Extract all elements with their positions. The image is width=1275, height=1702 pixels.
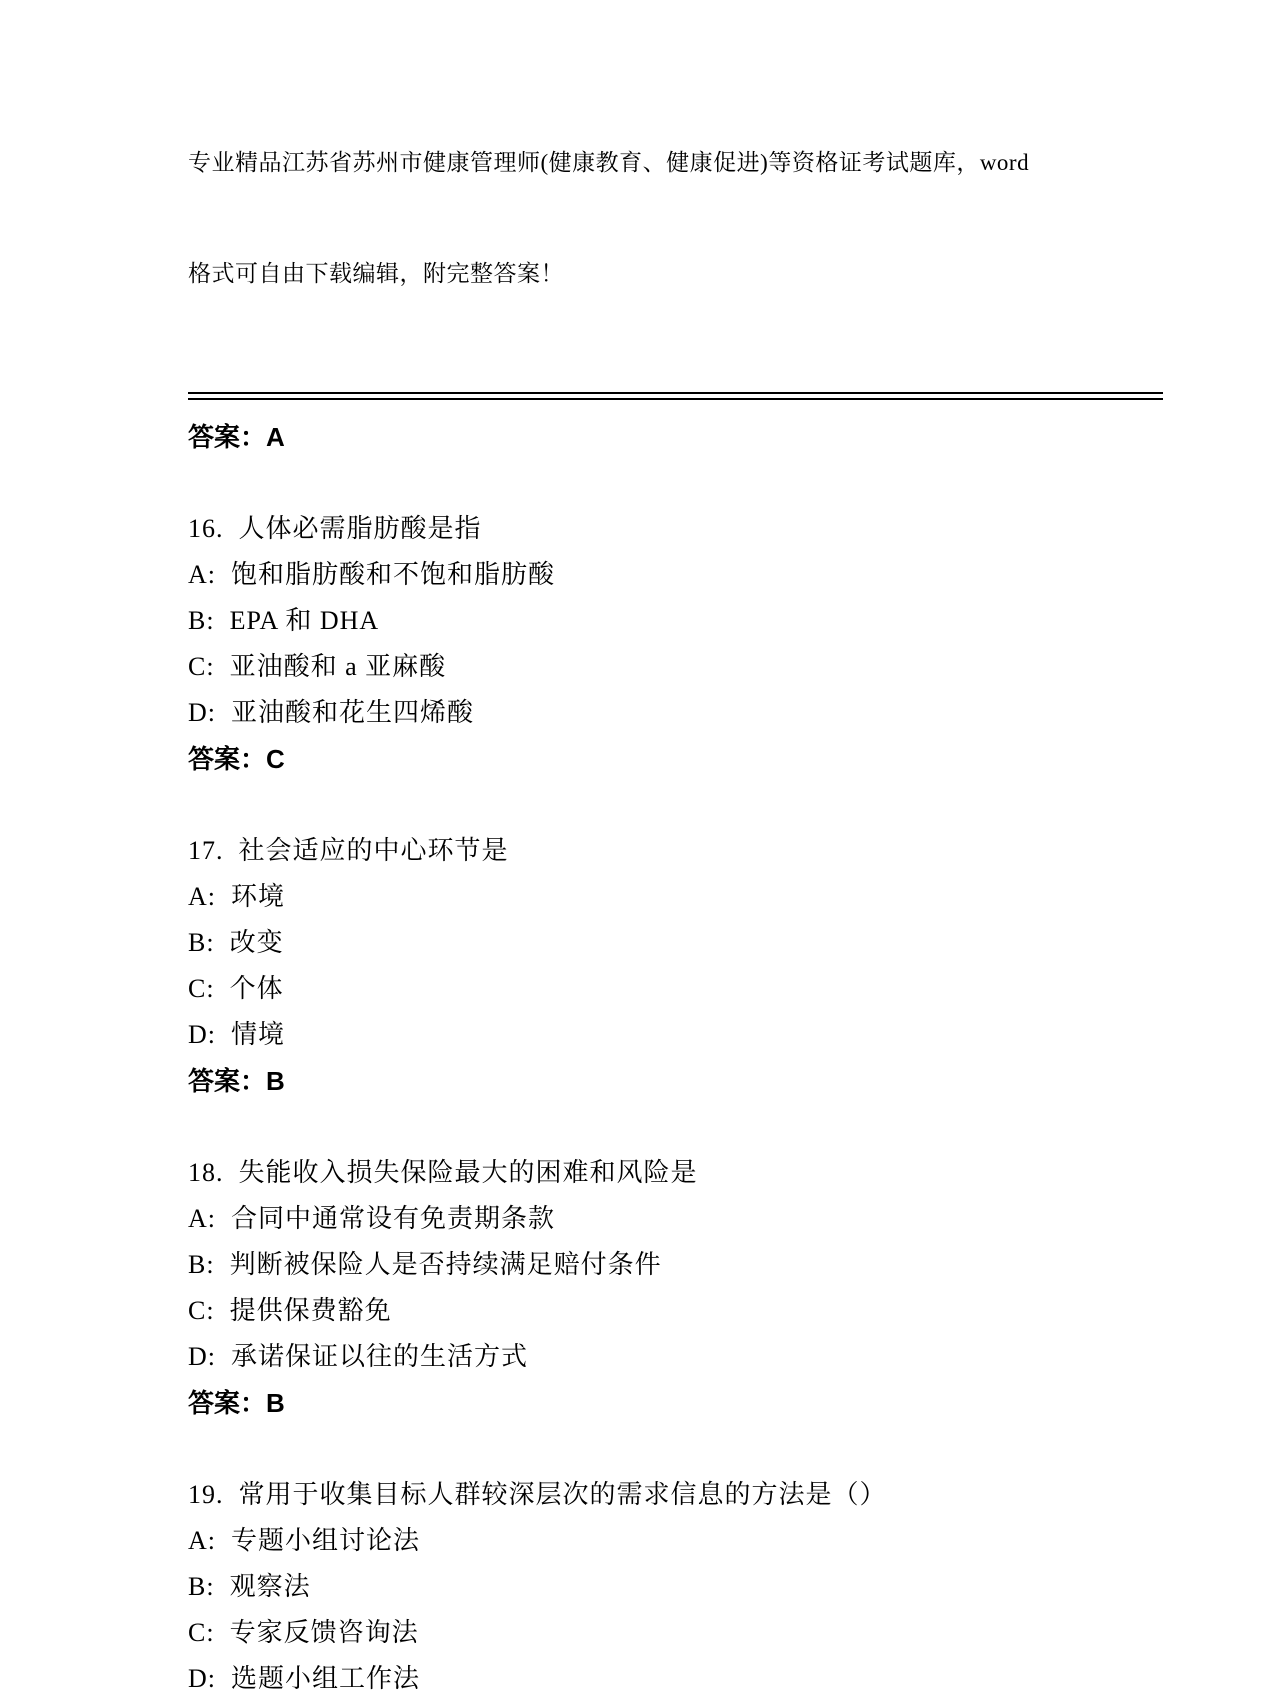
question-option-d: D: 情境 — [188, 1020, 286, 1049]
question-option-c: C: 专家反馈咨询法 — [188, 1618, 419, 1647]
question-option-b: B: EPA 和 DHA — [188, 606, 380, 635]
header-divider-rule — [188, 392, 1163, 400]
question-option-c: C: 提供保费豁免 — [188, 1296, 392, 1325]
answer-line: 答案：B — [188, 1066, 285, 1096]
question-option-d: D: 选题小组工作法 — [188, 1664, 421, 1693]
question-option-b: B: 判断被保险人是否持续满足赔付条件 — [188, 1250, 662, 1279]
question-18 — [188, 1150, 1175, 1426]
question-option-a: A: 合同中通常设有免责期条款 — [188, 1204, 556, 1233]
question-16 — [188, 506, 1175, 782]
question-17 — [188, 828, 1175, 1104]
question-option-a: A: 环境 — [188, 882, 286, 911]
question-19 — [188, 1472, 1175, 1702]
question-title: 18. 失能收入损失保险最大的困难和风险是 — [188, 1158, 698, 1187]
question-title: 16. 人体必需脂肪酸是指 — [188, 514, 482, 543]
question-option-c: C: 亚油酸和 a 亚麻酸 — [188, 652, 447, 681]
question-title: 19. 常用于收集目标人群较深层次的需求信息的方法是（） — [188, 1480, 887, 1509]
question-option-d: D: 承诺保证以往的生活方式 — [188, 1342, 529, 1371]
answer-line-previous-question: 答案：A — [188, 422, 285, 452]
answer-line: 答案：C — [188, 744, 285, 774]
question-option-b: B: 改变 — [188, 928, 284, 957]
answer-line: 答案：B — [188, 1388, 285, 1418]
question-option-a: A: 专题小组讨论法 — [188, 1526, 421, 1555]
document-header — [188, 70, 1175, 366]
header-text-line-1: 专业精品江苏省苏州市健康管理师(健康教育、健康促进)等资格证考试题库，word — [188, 150, 1030, 175]
question-option-c: C: 个体 — [188, 974, 284, 1003]
header-text-line-2: 格式可自由下载编辑，附完整答案！ — [188, 261, 564, 286]
question-option-d: D: 亚油酸和花生四烯酸 — [188, 698, 475, 727]
question-option-a: A: 饱和脂肪酸和不饱和脂肪酸 — [188, 560, 556, 589]
question-title: 17. 社会适应的中心环节是 — [188, 836, 509, 865]
question-option-b: B: 观察法 — [188, 1572, 311, 1601]
